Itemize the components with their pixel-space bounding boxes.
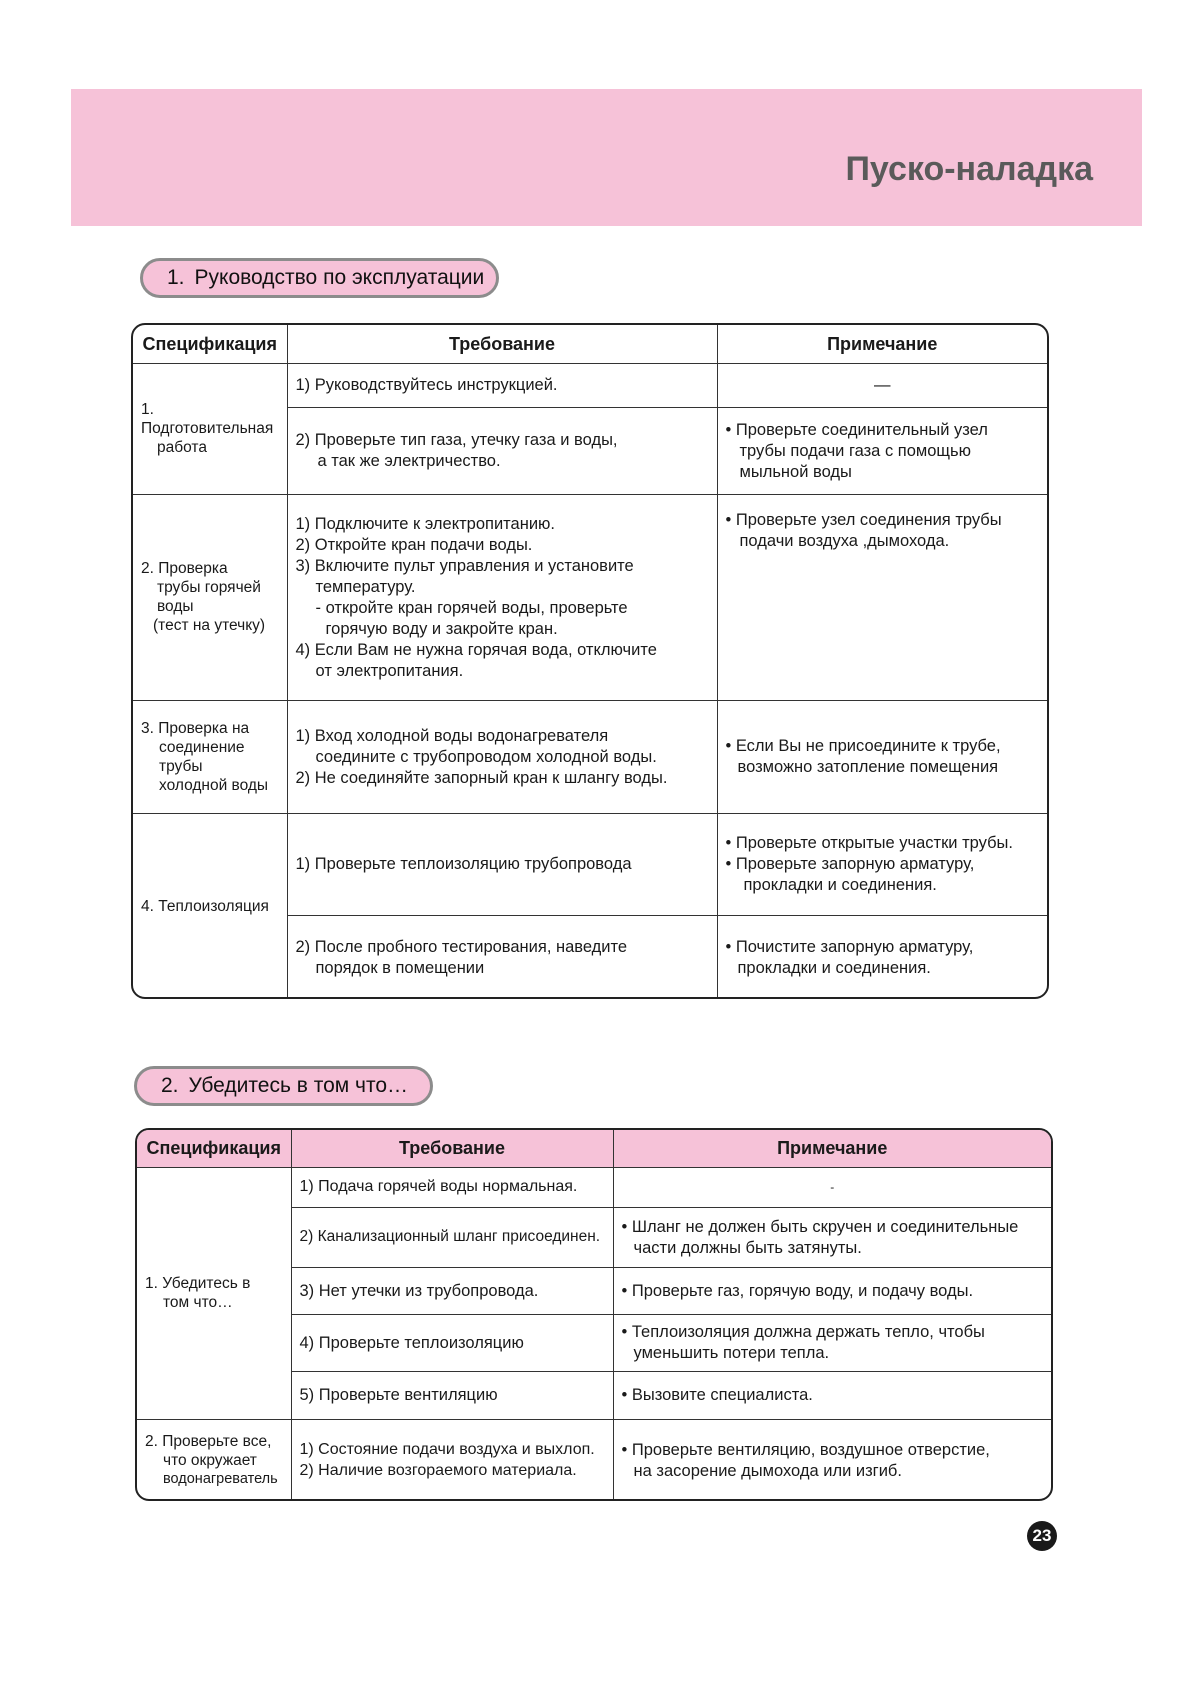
requirement-cell: 5) Проверьте вентиляцию: [291, 1371, 613, 1419]
section1-heading: [140, 258, 499, 298]
section2-number: 2.: [161, 1074, 179, 1097]
page-title: Пуско-наладка: [845, 150, 1093, 188]
page-number: 23: [1027, 1521, 1057, 1551]
note-cell: • Проверьте соединительный узел трубы подачи газа с помощью мыльной воды: [717, 407, 1047, 494]
requirement-cell: 2) Канализационный шланг присоединен.: [291, 1207, 613, 1267]
requirement-cell: 1) Состояние подачи воздуха и выхлоп. 2) Наличие возгораемого материала.: [291, 1419, 613, 1501]
requirement-cell: 1) Проверьте теплоизоляцию трубопровода: [287, 813, 717, 915]
note-cell: • Проверьте газ, горячую воду, и подачу воды.: [613, 1267, 1051, 1314]
table-row-spec: 2. Проверьте все, что окружает водонагреватель: [137, 1419, 291, 1501]
table-row-spec: 4. Теплоизоляция: [133, 813, 287, 999]
table-row-spec: 3. Проверка на соединение трубы холодной воды: [133, 700, 287, 813]
col-header-spec: Спецификация: [137, 1130, 291, 1167]
note-cell: • Проверьте узел соединения трубы подачи воздуха ,дымохода.: [717, 494, 1047, 700]
requirement-cell: 2) После пробного тестирования, наведите порядок в помещении: [287, 915, 717, 999]
col-header-note: Примечание: [717, 325, 1047, 363]
section2-table: [135, 1128, 1053, 1501]
section1-title: Руководство по эксплуатации: [194, 266, 485, 289]
requirement-cell: 4) Проверьте теплоизоляцию: [291, 1314, 613, 1371]
note-cell: —: [717, 363, 1047, 407]
col-header-note: Примечание: [613, 1130, 1051, 1167]
note-cell: • Теплоизоляция должна держать тепло, чтобы уменьшить потери тепла.: [613, 1314, 1051, 1371]
note-cell: • Проверьте открытые участки трубы. • Проверьте запорную арматуру, прокладки и соединения.: [717, 813, 1047, 915]
note-cell: • Почистите запорную арматуру, прокладки и соединения.: [717, 915, 1047, 999]
section2-heading: [134, 1066, 433, 1106]
section2-title: Убедитесь в том что…: [188, 1074, 409, 1097]
col-header-requirement: Требование: [287, 325, 717, 363]
note-cell: • Проверьте вентиляцию, воздушное отверстие, на засорение дымохода или изгиб.: [613, 1419, 1051, 1501]
table-row-spec: 2. Проверка трубы горячей воды (тест на утечку): [133, 494, 287, 700]
requirement-cell: 1) Вход холодной воды водонагревателя соедините с трубопроводом холодной воды. 2) Не соединяйте запорный кран к шлангу воды.: [287, 700, 717, 813]
requirement-cell: 1) Подключите к электропитанию. 2) Откройте кран подачи воды. 3) Включите пульт управления и установите температуру. - откройте кран горячей воды, проверьте горячую воду и закройте кран. 4) Если Вам не нужна горячая вода, отключите от электропитания.: [287, 494, 717, 700]
col-header-spec: Спецификация: [133, 325, 287, 363]
section1-number: 1.: [167, 266, 185, 289]
col-header-requirement: Требование: [291, 1130, 613, 1167]
requirement-cell: 3) Нет утечки из трубопровода.: [291, 1267, 613, 1314]
requirement-cell: 2) Проверьте тип газа, утечку газа и воды, а так же электричество.: [287, 407, 717, 494]
note-cell: • Вызовите специалиста.: [613, 1371, 1051, 1419]
note-cell: -: [613, 1167, 1051, 1207]
requirement-cell: 1) Руководствуйтесь инструкцией.: [287, 363, 717, 407]
section1-table: [131, 323, 1049, 999]
note-cell: • Шланг не должен быть скручен и соединительные части должны быть затянуты.: [613, 1207, 1051, 1267]
table-row-spec: 1. Подготовительная работа: [133, 363, 287, 494]
note-cell: • Если Вы не присоедините к трубе, возможно затопление помещения: [717, 700, 1047, 813]
requirement-cell: 1) Подача горячей воды нормальная.: [291, 1167, 613, 1207]
table-row-spec: 1. Убедитесь в том что…: [137, 1167, 291, 1419]
